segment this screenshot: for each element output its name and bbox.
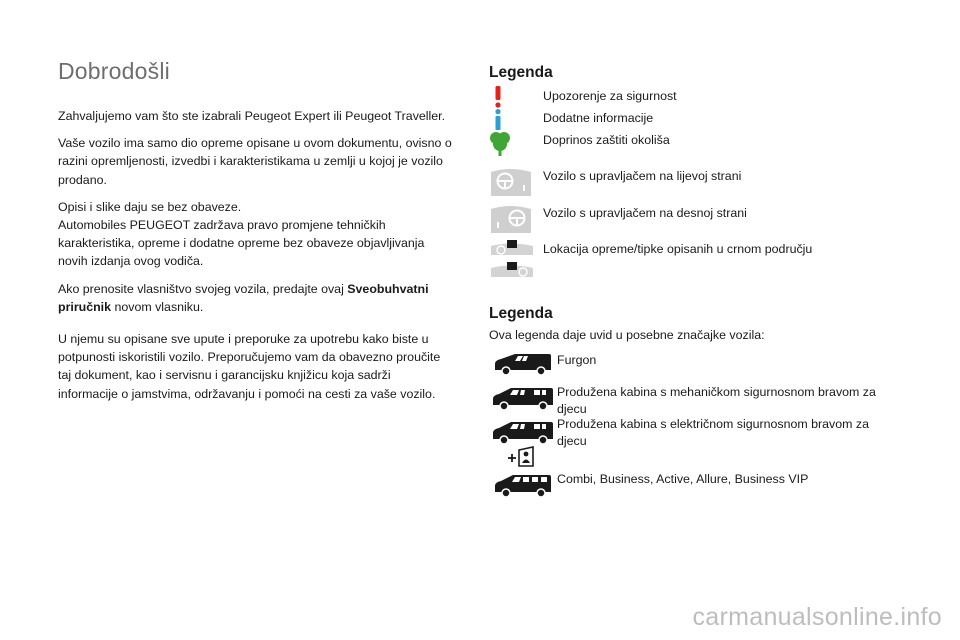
legend-item [489, 132, 909, 156]
van-crew-cab-electric-lock-icon [491, 420, 555, 446]
right-hand-drive-icon [489, 203, 533, 237]
left-hand-drive-icon [489, 166, 533, 200]
warning-icon [494, 86, 502, 108]
van-combi-icon [493, 473, 553, 499]
legend-item [489, 241, 909, 285]
legend-item-label: Doprinos zaštiti okoliša [543, 133, 670, 147]
disclaimer-line1: Opisi i slike daju se bez obaveze. [58, 199, 242, 214]
legend-item-label: Vozilo s upravljačem na desnoj strani [543, 206, 747, 220]
legend-item-label: Dodatne informacije [543, 111, 654, 125]
legend-title: Legenda [489, 64, 553, 81]
page-title: Dobrodošli [58, 58, 170, 84]
welcome-section [58, 58, 453, 412]
legend-item-label: Furgon [557, 353, 597, 367]
equipment-paragraph: Vaše vozilo ima samo dio opreme opisane u ovom dokumentu, ovisno o razini opremljenosti, izvedbi i karakteristikama u zemlji u kojoj je vozilo prodano. [58, 136, 452, 187]
tree-icon [489, 131, 511, 157]
van-furgon-icon [493, 352, 553, 376]
legend-intro [489, 327, 909, 344]
legend-title-2: Legenda [489, 305, 553, 322]
legend-item [489, 471, 909, 501]
disclaimer-line2: Automobiles PEUGEOT zadržava pravo promjene tehničkih karakteristika, opreme i dodatne opreme bez obaveze objavljivanja novih izdanja ovog vodiča. [58, 218, 425, 269]
legend-item [489, 168, 909, 202]
legend-item [489, 110, 909, 128]
child-lock-electric-icon [507, 446, 537, 468]
usage-paragraph: U njemu su opisane sve upute i preporuke za upotrebu kako biste u potpunosti iskoristili vozilo. Preporučujemo vam da obavezno proučite taj dokument, kao i servisnu i garancijsku knjižicu koja sadrži informacije o jamstvima, održavanju i pomoći na cesti za vaše vozilo. [58, 332, 441, 401]
ownership-post: novom vlasniku. [111, 299, 204, 314]
watermark: carmanualsonline.info [692, 603, 942, 631]
disclaimer-paragraph [58, 198, 453, 271]
legend-item [489, 384, 909, 418]
legend-item-label: Vozilo s upravljačem na lijevoj strani [543, 169, 742, 183]
info-icon [494, 109, 502, 130]
legend-intro-text: Ova legenda daje uvid u posebne značajke vozila: [489, 328, 765, 342]
legend-item-label: Lokacija opreme/tipke opisanih u crnom području [543, 242, 813, 256]
ownership-pre: Ako prenosite vlasništvo svojeg vozila, predajte ovaj [58, 281, 348, 296]
legend-item [489, 205, 909, 239]
legend-item-label: Produžena kabina s mehaničkom sigurnosnom bravom za djecu [557, 385, 876, 416]
legend-item [489, 352, 909, 382]
legend-item [489, 88, 909, 106]
van-crew-cab-manual-lock-icon [491, 386, 555, 412]
intro-paragraph: Zahvaljujemo vam što ste izabrali Peugeot Expert ili Peugeot Traveller. [58, 109, 446, 123]
equipment-location-icon [489, 238, 535, 280]
ownership-paragraph [58, 280, 453, 316]
legend-item-label: Upozorenje za sigurnost [543, 89, 677, 103]
legend-item [489, 416, 909, 474]
manual-name: Sveobuhvatni priručnik [58, 281, 429, 314]
legend-item-label: Produžena kabina s električnom sigurnosnom bravom za djecu [557, 417, 869, 448]
legend-item-label: Combi, Business, Active, Allure, Business VIP [557, 472, 809, 486]
